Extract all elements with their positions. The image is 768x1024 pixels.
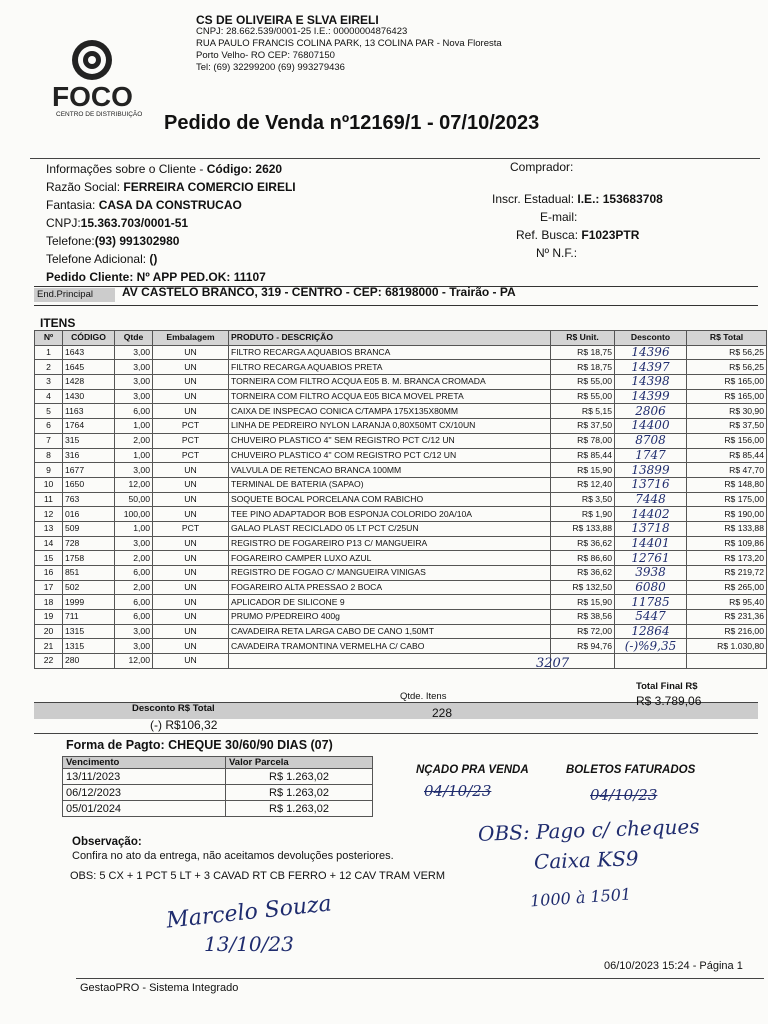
payment-date: 13/11/2023	[63, 769, 226, 785]
item-discount: 7448	[615, 492, 687, 507]
item-total: R$ 56,25	[687, 360, 767, 375]
item-code: 763	[63, 492, 115, 507]
table-row	[35, 433, 767, 448]
item-qty: 6,00	[115, 566, 153, 581]
item-total: R$ 133,88	[687, 521, 767, 536]
payment-body	[63, 769, 373, 817]
foco-logo	[48, 36, 172, 122]
payment-col-vencimento: Vencimento	[63, 757, 226, 769]
item-unit-price: R$ 1,90	[551, 507, 615, 522]
payment-table	[62, 756, 373, 817]
item-number: 20	[35, 624, 63, 639]
col-n: Nº	[35, 331, 63, 346]
item-description: REGISTRO DE FOGAREIRO P13 C/ MANGUEIRA	[229, 536, 551, 551]
item-unit-price: R$ 15,90	[551, 463, 615, 478]
item-description: LINHA DE PEDREIRO NYLON LARANJA 0,80X50MT CX/10UN	[229, 419, 551, 434]
col-unit: R$ Unit.	[551, 331, 615, 346]
item-description: PRUMO P/PEDREIRO 400g	[229, 610, 551, 625]
item-number: 11	[35, 492, 63, 507]
footer-timestamp: 06/10/2023 15:24 - Página 1	[604, 960, 743, 972]
item-qty: 3,00	[115, 536, 153, 551]
item-discount: 14400	[615, 419, 687, 434]
item-description: GALAO PLAST RECICLADO 05 LT PCT C/25UN	[229, 521, 551, 536]
payment-date: 05/01/2024	[63, 801, 226, 817]
item-description: TORNEIRA COM FILTRO ACQUA E05 B. M. BRANCA CROMADA	[229, 375, 551, 390]
item-packaging: PCT	[153, 521, 229, 536]
payment-title: Forma de Pagto: CHEQUE 30/60/90 DIAS (07)	[66, 738, 333, 752]
razao-value: FERREIRA COMERCIO EIRELI	[123, 180, 296, 194]
item-unit-price: R$ 15,90	[551, 595, 615, 610]
item-packaging: UN	[153, 345, 229, 360]
address-label: End.Principal	[34, 288, 115, 302]
item-discount: 14402	[615, 507, 687, 522]
obs-label: Observação:	[72, 836, 142, 848]
table-row	[35, 389, 767, 404]
table-row	[35, 345, 767, 360]
table-row	[35, 624, 767, 639]
item-unit-price: R$ 78,00	[551, 433, 615, 448]
item-packaging: PCT	[153, 448, 229, 463]
item-unit-price: R$ 18,75	[551, 360, 615, 375]
item-total: R$ 1.030,80	[687, 639, 767, 654]
item-description: REGISTRO DE FOGAO C/ MANGUEIRA VINIGAS	[229, 566, 551, 581]
item-number: 17	[35, 580, 63, 595]
item-packaging: UN	[153, 375, 229, 390]
item-discount: 6080	[615, 580, 687, 595]
item-qty: 3,00	[115, 375, 153, 390]
item-total: R$ 165,00	[687, 375, 767, 390]
item-number: 12	[35, 507, 63, 522]
company-header	[196, 14, 716, 74]
payment-value: R$ 1.263,02	[226, 769, 373, 785]
item-unit-price: R$ 5,15	[551, 404, 615, 419]
item-code: 711	[63, 610, 115, 625]
total-final-label: Total Final R$	[636, 681, 698, 692]
item-total: R$ 85,44	[687, 448, 767, 463]
stamp-lancado-date: 04/10/23	[424, 782, 492, 800]
item-description: CHUVEIRO PLASTICO 4'' SEM REGISTRO PCT C/12 UN	[229, 433, 551, 448]
item-total: R$ 231,36	[687, 610, 767, 625]
company-phone: Tel: (69) 32299200 (69) 993279436	[196, 62, 345, 73]
item-unit-price: R$ 94,76	[551, 639, 615, 654]
item-code: 1677	[63, 463, 115, 478]
item-number: 16	[35, 566, 63, 581]
table-row	[35, 404, 767, 419]
item-code: 315	[63, 433, 115, 448]
item-packaging: UN	[153, 551, 229, 566]
item-qty: 2,00	[115, 433, 153, 448]
cnpj-value: 15.363.703/0001-51	[80, 216, 189, 230]
item-packaging: UN	[153, 404, 229, 419]
desconto-total-value: (-) R$106,32	[150, 718, 218, 732]
col-code: CÓDIGO	[63, 331, 115, 346]
item-unit-price: R$ 85,44	[551, 448, 615, 463]
table-row	[35, 375, 767, 390]
items-body	[35, 345, 767, 668]
table-row	[35, 477, 767, 492]
item-number: 1	[35, 345, 63, 360]
item-discount: (-)%9,35	[615, 639, 687, 654]
item-unit-price: R$ 132,50	[551, 580, 615, 595]
item-code: 509	[63, 521, 115, 536]
logo-text: FOCO	[52, 81, 133, 112]
obs-line: OBS: 5 CX + 1 PCT 5 LT + 3 CAVAD RT CB FERRO + 12 CAV TRAM VERM	[70, 870, 446, 882]
payment-row	[63, 785, 373, 801]
company-address: RUA PAULO FRANCIS COLINA PARK, 13 COLINA PAR - Nova Floresta	[196, 38, 502, 49]
telefone-value: (93) 991302980	[94, 234, 180, 248]
item-description: FOGAREIRO ALTA PRESSAO 2 BOCA	[229, 580, 551, 595]
table-row	[35, 639, 767, 654]
item-discount: 3938	[615, 566, 687, 581]
item-packaging: UN	[153, 654, 229, 669]
telefone-label: Telefone:	[46, 234, 95, 248]
item-qty: 3,00	[115, 463, 153, 478]
items-table	[34, 330, 767, 669]
qtde-itens-value: 228	[432, 706, 453, 720]
item-total: R$ 30,90	[687, 404, 767, 419]
item-code: 016	[63, 507, 115, 522]
item-qty: 12,00	[115, 654, 153, 669]
stamp-boletos-date: 04/10/23	[590, 786, 658, 804]
item-total	[687, 654, 767, 669]
table-row	[35, 566, 767, 581]
fantasia-label: Fantasia:	[46, 198, 96, 212]
obs-text: Confira no ato da entrega, não aceitamos devoluções posteriores.	[72, 850, 394, 862]
footer-system: GestaoPRO - Sistema Integrado	[80, 982, 239, 994]
table-row	[35, 580, 767, 595]
company-name: CS DE OLIVEIRA E SLVA EIRELI	[196, 13, 379, 27]
col-qty: Qtde	[115, 331, 153, 346]
total-final-value: R$ 3.789,06	[636, 694, 702, 708]
item-qty: 100,00	[115, 507, 153, 522]
item-number: 7	[35, 433, 63, 448]
item-packaging: UN	[153, 580, 229, 595]
item-packaging: UN	[153, 566, 229, 581]
item-discount: 14398	[615, 375, 687, 390]
client-info-label: Informações sobre o Cliente -	[46, 162, 207, 176]
item-qty: 3,00	[115, 639, 153, 654]
item-total: R$ 216,00	[687, 624, 767, 639]
item-total: R$ 47,70	[687, 463, 767, 478]
item-description: TEE PINO ADAPTADOR BOB ESPONJA COLORIDO 20A/10A	[229, 507, 551, 522]
item-packaging: PCT	[153, 433, 229, 448]
table-row	[35, 654, 767, 669]
item-description: CAVADEIRA RETA LARGA CABO DE CANO 1,50MT	[229, 624, 551, 639]
item-discount: 14396	[615, 345, 687, 360]
logo-subtext: CENTRO DE DISTRIBUIÇÃO	[56, 111, 143, 118]
desconto-total-label: Desconto R$ Total	[132, 703, 215, 714]
item-discount: 1747	[615, 448, 687, 463]
col-emb: Embalagem	[153, 331, 229, 346]
item-packaging: UN	[153, 610, 229, 625]
item-qty: 3,00	[115, 360, 153, 375]
item-packaging: UN	[153, 595, 229, 610]
col-desconto: Desconto	[615, 331, 687, 346]
item-code: 1428	[63, 375, 115, 390]
item-code: 316	[63, 448, 115, 463]
item-description: VALVULA DE RETENCAO BRANCA 100MM	[229, 463, 551, 478]
item-discount: 14401	[615, 536, 687, 551]
item-discount: 2806	[615, 404, 687, 419]
item-code: 280	[63, 654, 115, 669]
ref-label: Ref. Busca:	[516, 228, 579, 242]
item-number: 15	[35, 551, 63, 566]
item-number: 19	[35, 610, 63, 625]
item-number: 14	[35, 536, 63, 551]
item-code: 1163	[63, 404, 115, 419]
item-description: APLICADOR DE SILICONE 9	[229, 595, 551, 610]
item-code: 1764	[63, 419, 115, 434]
item-packaging: UN	[153, 360, 229, 375]
item-unit-price: R$ 18,75	[551, 345, 615, 360]
handwritten-obs: OBS: Pago c/ cheques	[477, 814, 700, 846]
items-title: ITENS	[40, 316, 76, 330]
item-total: R$ 156,00	[687, 433, 767, 448]
item-code: 1643	[63, 345, 115, 360]
cnpj-label: CNPJ:	[46, 216, 81, 230]
item-qty: 6,00	[115, 404, 153, 419]
item-packaging: UN	[153, 507, 229, 522]
item-unit-price: R$ 12,40	[551, 477, 615, 492]
item-total: R$ 190,00	[687, 507, 767, 522]
item-qty: 6,00	[115, 595, 153, 610]
item-packaging: UN	[153, 492, 229, 507]
address-value: AV CASTELO BRANCO, 319 - CENTRO - CEP: 68198000 - Trairão - PA	[122, 285, 516, 299]
inscr-label: Inscr. Estadual:	[492, 192, 575, 206]
item-qty: 2,00	[115, 580, 153, 595]
item-number: 6	[35, 419, 63, 434]
item-unit-price: R$ 36,62	[551, 536, 615, 551]
item-description: FILTRO RECARGA AQUABIOS BRANCA	[229, 345, 551, 360]
item-total: R$ 219,72	[687, 566, 767, 581]
item-number: 10	[35, 477, 63, 492]
comprador-label: Comprador:	[510, 160, 574, 174]
item-qty: 3,00	[115, 345, 153, 360]
item-qty: 3,00	[115, 624, 153, 639]
table-row	[35, 448, 767, 463]
signature: Marcelo Souza	[165, 891, 333, 934]
stamp-boletos: BOLETOS FATURADOS	[566, 764, 696, 776]
table-row	[35, 419, 767, 434]
item-unit-price: R$ 72,00	[551, 624, 615, 639]
item-qty: 50,00	[115, 492, 153, 507]
item-packaging: UN	[153, 536, 229, 551]
stamp-lancado: NÇADO PRA VENDA	[416, 764, 529, 776]
item-packaging: UN	[153, 389, 229, 404]
item-description: FOGAREIRO CAMPER LUXO AZUL	[229, 551, 551, 566]
item-qty: 12,00	[115, 477, 153, 492]
company-cnpj: CNPJ: 28.662.539/0001-25 I.E.: 00000004876423	[196, 26, 408, 37]
item-code: 502	[63, 580, 115, 595]
payment-col-valor: Valor Parcela	[226, 757, 373, 769]
item-code: 1315	[63, 639, 115, 654]
ref-value: F1023PTR	[581, 228, 640, 242]
item-description: CAVADEIRA TRAMONTINA VERMELHA C/ CABO	[229, 639, 551, 654]
col-total: R$ Total	[687, 331, 767, 346]
item-code: 1315	[63, 624, 115, 639]
signature-date: 13/10/23	[204, 932, 294, 956]
item-qty: 6,00	[115, 610, 153, 625]
item-number: 3	[35, 375, 63, 390]
item-qty: 1,00	[115, 448, 153, 463]
item-total: R$ 56,25	[687, 345, 767, 360]
qtde-itens-label: Qtde. Itens	[400, 691, 447, 702]
item-number: 2	[35, 360, 63, 375]
item-discount: 14397	[615, 360, 687, 375]
item-total: R$ 95,40	[687, 595, 767, 610]
item-total: R$ 165,00	[687, 389, 767, 404]
item-discount: 14399	[615, 389, 687, 404]
item-description	[229, 654, 551, 669]
client-info	[46, 160, 486, 286]
item-packaging: UN	[153, 639, 229, 654]
item-description: CAIXA DE INSPECAO CONICA C/TAMPA 175X135X80MM	[229, 404, 551, 419]
item-code: 1999	[63, 595, 115, 610]
item-description: CHUVEIRO PLASTICO 4'' COM REGISTRO PCT C/12 UN	[229, 448, 551, 463]
item-code: 1430	[63, 389, 115, 404]
item-unit-price: R$ 3,50	[551, 492, 615, 507]
item-packaging: PCT	[153, 419, 229, 434]
handwritten-range: 1000 à 1501	[529, 884, 632, 911]
item-number: 13	[35, 521, 63, 536]
item-unit-price: R$ 133,88	[551, 521, 615, 536]
item-discount: 12864	[615, 624, 687, 639]
table-row	[35, 610, 767, 625]
table-row	[35, 360, 767, 375]
table-row	[35, 536, 767, 551]
item-packaging: UN	[153, 624, 229, 639]
item-unit-price: R$ 55,00	[551, 375, 615, 390]
item-discount: 11785	[615, 595, 687, 610]
payment-value: R$ 1.263,02	[226, 801, 373, 817]
item-code: 728	[63, 536, 115, 551]
fantasia-value: CASA DA CONSTRUCAO	[98, 198, 242, 212]
table-row	[35, 595, 767, 610]
payment-date: 06/12/2023	[63, 785, 226, 801]
item-total: R$ 37,50	[687, 419, 767, 434]
item-qty: 1,00	[115, 419, 153, 434]
item-number: 4	[35, 389, 63, 404]
item-description: FILTRO RECARGA AQUABIOS PRETA	[229, 360, 551, 375]
company-city: Porto Velho- RO CEP: 76807150	[196, 50, 335, 61]
item-unit-price: R$ 38,56	[551, 610, 615, 625]
item-total: R$ 148,80	[687, 477, 767, 492]
item-packaging: UN	[153, 463, 229, 478]
order-title: Pedido de Venda nº12169/1 - 07/10/2023	[164, 112, 540, 134]
item-qty: 2,00	[115, 551, 153, 566]
razao-label: Razão Social:	[46, 180, 121, 194]
item-total: R$ 265,00	[687, 580, 767, 595]
table-row	[35, 492, 767, 507]
item-qty: 3,00	[115, 389, 153, 404]
item-number: 18	[35, 595, 63, 610]
col-desc: PRODUTO - DESCRIÇÃO	[229, 331, 551, 346]
client-code: Código: 2620	[206, 162, 283, 176]
item-discount: 13716	[615, 477, 687, 492]
handwritten-row21: 3207	[536, 656, 570, 671]
item-unit-price: R$ 37,50	[551, 419, 615, 434]
payment-row	[63, 801, 373, 817]
item-discount: 8708	[615, 433, 687, 448]
item-number: 22	[35, 654, 63, 669]
item-unit-price: R$ 55,00	[551, 389, 615, 404]
inscr-value: I.E.: 153683708	[577, 192, 663, 206]
handwritten-caixa: Caixa KS9	[533, 846, 639, 874]
email-label: E-mail:	[540, 210, 578, 224]
item-total: R$ 175,00	[687, 492, 767, 507]
item-unit-price: R$ 86,60	[551, 551, 615, 566]
table-row	[35, 463, 767, 478]
table-row	[35, 507, 767, 522]
pedido-cliente: Pedido Cliente: Nº APP PED.OK: 11107	[46, 270, 266, 284]
items-header-row	[35, 331, 767, 346]
item-code: 851	[63, 566, 115, 581]
item-packaging: UN	[153, 477, 229, 492]
table-row	[35, 521, 767, 536]
item-code: 1645	[63, 360, 115, 375]
item-discount: 12761	[615, 551, 687, 566]
item-discount: 13718	[615, 521, 687, 536]
item-total: R$ 109,86	[687, 536, 767, 551]
tel-adicional-label: Telefone Adicional:	[46, 252, 147, 266]
item-code: 1758	[63, 551, 115, 566]
item-discount	[615, 654, 687, 669]
item-description: TORNEIRA COM FILTRO ACQUA E05 BICA MOVEL PRETA	[229, 389, 551, 404]
item-total: R$ 173,20	[687, 551, 767, 566]
table-row	[35, 551, 767, 566]
item-number: 5	[35, 404, 63, 419]
item-unit-price: R$ 36,62	[551, 566, 615, 581]
tel-adicional-value: ()	[149, 252, 158, 266]
item-code: 1650	[63, 477, 115, 492]
item-discount: 5447	[615, 610, 687, 625]
nf-label: Nº N.F.:	[536, 246, 578, 260]
payment-row	[63, 769, 373, 785]
payment-value: R$ 1.263,02	[226, 785, 373, 801]
item-description: SOQUETE BOCAL PORCELANA COM RABICHO	[229, 492, 551, 507]
item-discount: 13899	[615, 463, 687, 478]
item-number: 8	[35, 448, 63, 463]
item-description: TERMINAL DE BATERIA (SAPAO)	[229, 477, 551, 492]
item-number: 21	[35, 639, 63, 654]
item-number: 9	[35, 463, 63, 478]
item-qty: 1,00	[115, 521, 153, 536]
